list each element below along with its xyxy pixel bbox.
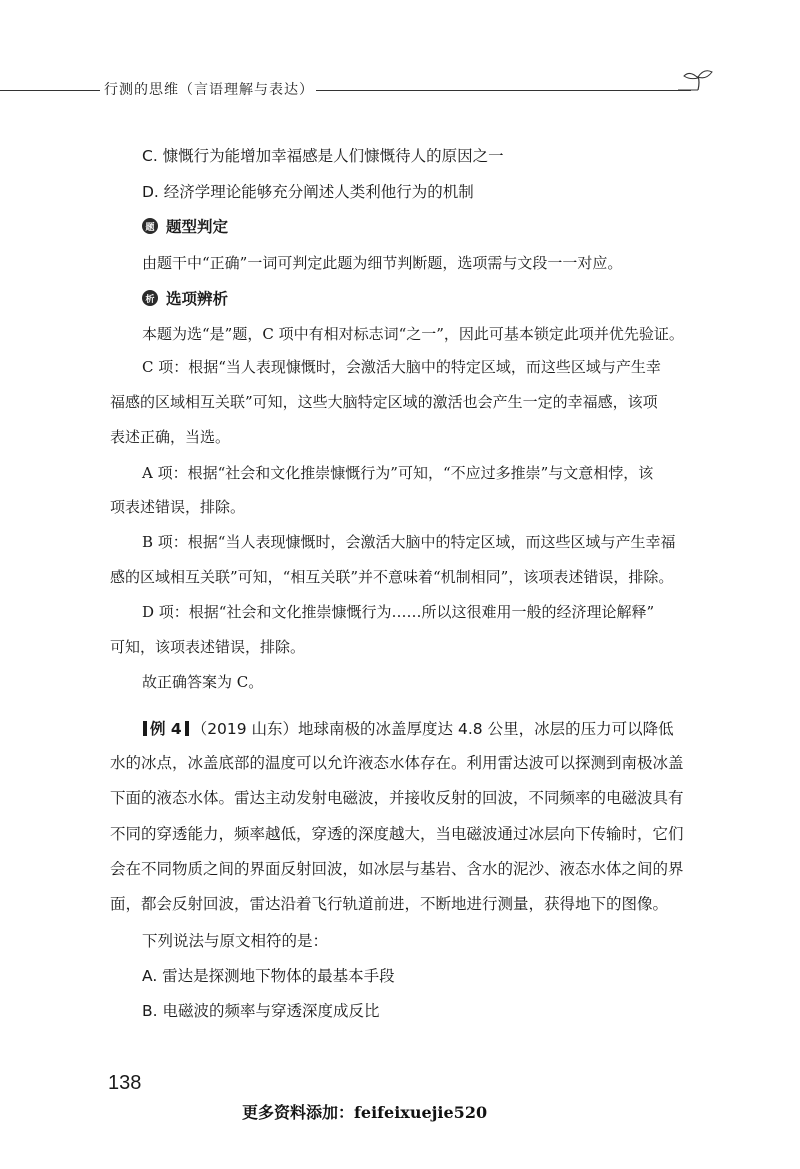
analysis-paragraph-line: D 项：根据“社会和文化推崇慷慨行为……所以这很难用一般的经济理论解释”: [142, 603, 655, 621]
footer-note: 更多资料添加：feifeixuejie520: [242, 1103, 488, 1122]
example-line: 下面的液态水体。雷达主动发射电磁波，并接收反射的回波，不同频率的电磁波具有: [110, 789, 684, 807]
example-option-b: B. 电磁波的频率与穿透深度成反比: [142, 1002, 380, 1020]
example-bar-right: [185, 721, 189, 736]
analysis-paragraph-line: A 项：根据“社会和文化推崇慷慨行为”可知，“不应过多推崇”与文意相悖，该: [142, 464, 654, 482]
analysis-paragraph-line: 福感的区域相互关联”可知，这些大脑特定区域的激活也会产生一定的幸福感，该项: [110, 393, 658, 411]
answer-line: 故正确答案为 C。: [142, 673, 264, 691]
section-question-type: [142, 215, 228, 237]
analysis-intro: 本题为选“是”题，C 项中有相对标志词“之一”，因此可基本锁定此项并优先验证。: [142, 325, 684, 343]
example-line: 会在不同物质之间的界面反射回波，如冰层与基岩、含水的泥沙、液态水体之间的界: [110, 860, 684, 878]
analysis-paragraph-line: 感的区域相互关联”可知，“相互关联”并不意味着“机制相同”，该项表述错误，排除。: [110, 568, 674, 586]
section-option-analysis: [142, 287, 228, 309]
example-bar-left: [143, 721, 147, 736]
example-first-line: [140, 718, 710, 740]
example-first-line-text: （2019 山东）地球南极的冰盖厚度达 4.8 公里，冰层的压力可以降低: [191, 720, 674, 738]
analysis-paragraph-line: B 项：根据“当人表现慷慨时，会激活大脑中的特定区域，而这些区域与产生幸福: [142, 533, 676, 551]
example-option-a: A. 雷达是探测地下物体的最基本手段: [142, 967, 395, 985]
analysis-paragraph-line: 项表述错误，排除。: [110, 498, 246, 516]
header-title: 行测的思维（言语理解与表达）: [104, 82, 314, 98]
page-number: 138: [108, 1072, 142, 1094]
example-line: 水的冰点，冰盖底部的温度可以允许液态水体存在。利用雷达波可以探测到南极冰盖: [110, 754, 684, 772]
option-c-top: C. 慷慨行为能增加幸福感是人们慷慨待人的原因之一: [142, 147, 504, 165]
analysis-icon: 析: [142, 290, 158, 306]
example-tag: 例 4: [150, 720, 182, 738]
header-rule-right: [316, 90, 691, 91]
question-type-body: 由题干中“正确”一词可判定此题为细节判断题，选项需与文段一一对应。: [142, 254, 623, 272]
sprout-icon: [676, 68, 716, 94]
example-question: 下列说法与原文相符的是：: [142, 932, 329, 950]
example-line: 不同的穿透能力，频率越低，穿透的深度越大，当电磁波通过冰层向下传输时，它们: [110, 825, 684, 843]
example-line: 面，都会反射回波，雷达沿着飞行轨道前进，不断地进行测量，获得地下的图像。: [110, 895, 669, 913]
analysis-paragraph-line: 可知，该项表述错误，排除。: [110, 638, 306, 656]
running-header: [0, 74, 800, 114]
option-d-top: D. 经济学理论能够充分阐述人类利他行为的机制: [142, 183, 474, 201]
question-type-icon: 题: [142, 218, 158, 234]
section-title: 选项辨析: [166, 290, 229, 308]
analysis-paragraph-line: 表述正确，当选。: [110, 428, 231, 446]
header-rule-left: [0, 90, 100, 91]
section-title: 题型判定: [166, 218, 229, 236]
analysis-paragraph-line: C 项：根据“当人表现慷慨时，会激活大脑中的特定区域，而这些区域与产生幸: [142, 358, 661, 376]
